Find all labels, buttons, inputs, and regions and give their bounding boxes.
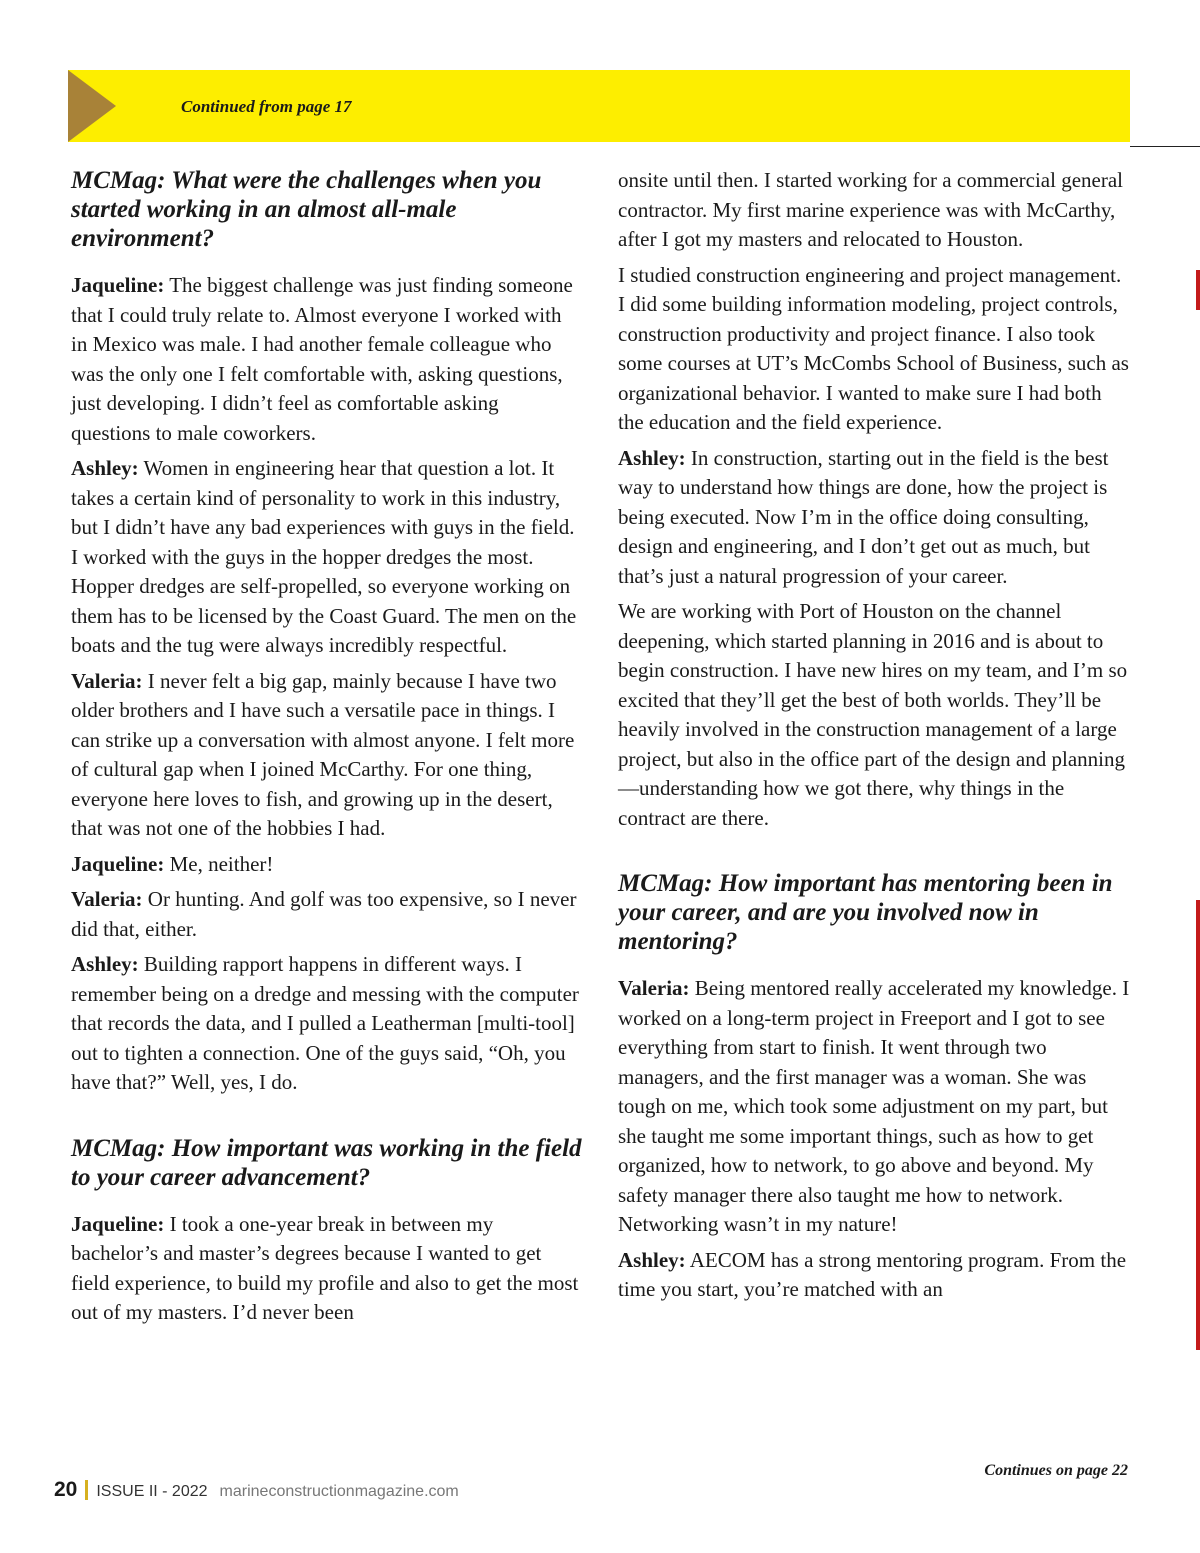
speaker-name: Ashley: — [618, 445, 686, 470]
page-number: 20 — [54, 1478, 78, 1501]
answer-paragraph — [618, 597, 1130, 833]
speaker-name: Jaqueline: — [71, 1211, 165, 1236]
answer-paragraph — [71, 950, 583, 1098]
footer-separator — [85, 1480, 88, 1500]
speaker-name: Valeria: — [71, 668, 143, 693]
speaker-name: Valeria: — [618, 976, 690, 1000]
website-link[interactable]: marineconstructionmagazine.com — [219, 1483, 459, 1500]
answer-paragraph — [618, 974, 1130, 1240]
section-gap — [618, 839, 1130, 869]
speaker-name: Jaqueline: — [71, 273, 165, 297]
interview-question: MCMag: How important was working in the field to your career advancement? — [71, 1134, 582, 1191]
answer-text: onsite until then. I started working for a commercial general contractor. My first marine experience was with McCarthy, after I got my masters and relocated to Houston. — [618, 168, 1123, 251]
answer-paragraph — [618, 1246, 1130, 1305]
answer-text: I studied construction engineering and project management. I did some building information modeling, project controls, construction productivity and project finance. I also took some courses at UT’s McCombs School of Business, such as organizational behavior. I wanted to make sure I had both the education and the field experience. — [618, 262, 1129, 434]
answer-paragraph — [71, 885, 583, 944]
speaker-name: Jaqueline: — [71, 851, 165, 876]
answer-paragraph — [71, 271, 583, 448]
continued-banner — [68, 70, 1130, 142]
answer-text: I never felt a big gap, mainly because I have two older brothers and I have such a versatile pace in things. I can strike up a conversation with almost anyone. I felt more of cultural gap when I joined McCarthy. For one thing, everyone here loves to fish, and growing up in the desert, that was not one of the hobbies I had. — [71, 668, 575, 840]
speaker-name: Ashley: — [71, 952, 139, 976]
answer-paragraph — [71, 667, 583, 844]
answer-text: AECOM has a strong mentoring program. From the time you start, you’re matched with an — [618, 1247, 1127, 1301]
answer-text: Women in engineering hear that question a lot. It takes a certain kind of personality to work in this industry, but I didn’t have any bad experiences with guys in the field. I worked with the guys in the hopper dredges the most. Hopper dredges are self-propelled, so everyone working on them has to be licensed by the Coast Guard. The men on the boats and the tug were always incredibly respectful. — [71, 456, 577, 657]
answer-text: Building rapport happens in different ways. I remember being on a dredge and messing with the computer that records the data, and I pulled a Leatherman [multi-tool] out to tighten a connection. One of the guys said, “Oh, you have that?” Well, yes, I do. — [71, 952, 579, 1094]
answer-paragraph — [618, 261, 1130, 438]
edge-mark — [1196, 900, 1200, 1350]
answer-text: Or hunting. And golf was too expensive, so I never did that, either. — [71, 887, 577, 941]
section-gap — [71, 1104, 583, 1134]
answer-paragraph — [618, 166, 1130, 255]
answer-paragraph — [71, 1210, 583, 1328]
speaker-name: Ashley: — [71, 456, 139, 480]
header-rule — [1130, 146, 1200, 147]
answer-text: I took a one-year break in between my bachelor’s and master’s degrees because I wanted to get field experience, to build my profile and also to get the most out of my masters. I’d never been — [71, 1211, 579, 1324]
interview-question: MCMag: What were the challenges when you started working in an almost all-male environment? — [71, 167, 542, 252]
continued-from-label: Continued from page 17 — [181, 97, 352, 116]
answer-text: Being mentored really accelerated my knowledge. I worked on a long-term project in Freeport and I got to see everything from start to finish. It went through two managers, and the first manager was a woman. She was tough on me, which took some adjustment on my part, but she taught me some important things, such as how to get organized, how to network, to go above and beyond. My safety manager there also taught me how to network. Networking wasn’t in my nature! — [618, 976, 1130, 1236]
answer-paragraph — [618, 444, 1130, 592]
speaker-name: Ashley: — [618, 1247, 686, 1272]
continues-label: Continues on page 22 — [984, 1462, 1128, 1479]
issue-label: ISSUE II - 2022 — [96, 1483, 208, 1500]
left-column — [71, 166, 583, 1334]
answer-text: In construction, starting out in the field is the best way to understand how things are done, how the project is being executed. Now I’m in the office doing consulting, design and engineering, and I don’t get out as much, but that’s just a natural progression of your career. — [618, 445, 1109, 588]
answer-text: The biggest challenge was just finding someone that I could truly relate to. Almost everyone I worked with in Mexico was male. I had another female colleague who was the only one I felt comfortable with, asking questions, just developing. I didn’t feel as comfortable asking questions to male coworkers. — [71, 273, 573, 445]
right-column — [618, 166, 1130, 1311]
edge-mark — [1196, 270, 1200, 310]
interview-question: MCMag: How important has mentoring been in your career, and are you involved now in mentoring? — [618, 870, 1113, 955]
page-footer — [54, 1478, 459, 1502]
answer-text: We are working with Port of Houston on the channel deepening, which started planning in 2016 and is about to begin construction. I have new hires on my team, and I’m so excited that they’ll get the best of both worlds. They’ll be heavily involved in the construction management of a large project, but also in the office part of the design and planning—understanding how we got there, why things in the contract are there. — [618, 599, 1128, 830]
speaker-name: Valeria: — [71, 887, 143, 911]
arrow-icon — [68, 70, 116, 142]
answer-paragraph — [71, 850, 583, 880]
answer-paragraph — [71, 454, 583, 661]
answer-text: Me, neither! — [164, 851, 274, 876]
